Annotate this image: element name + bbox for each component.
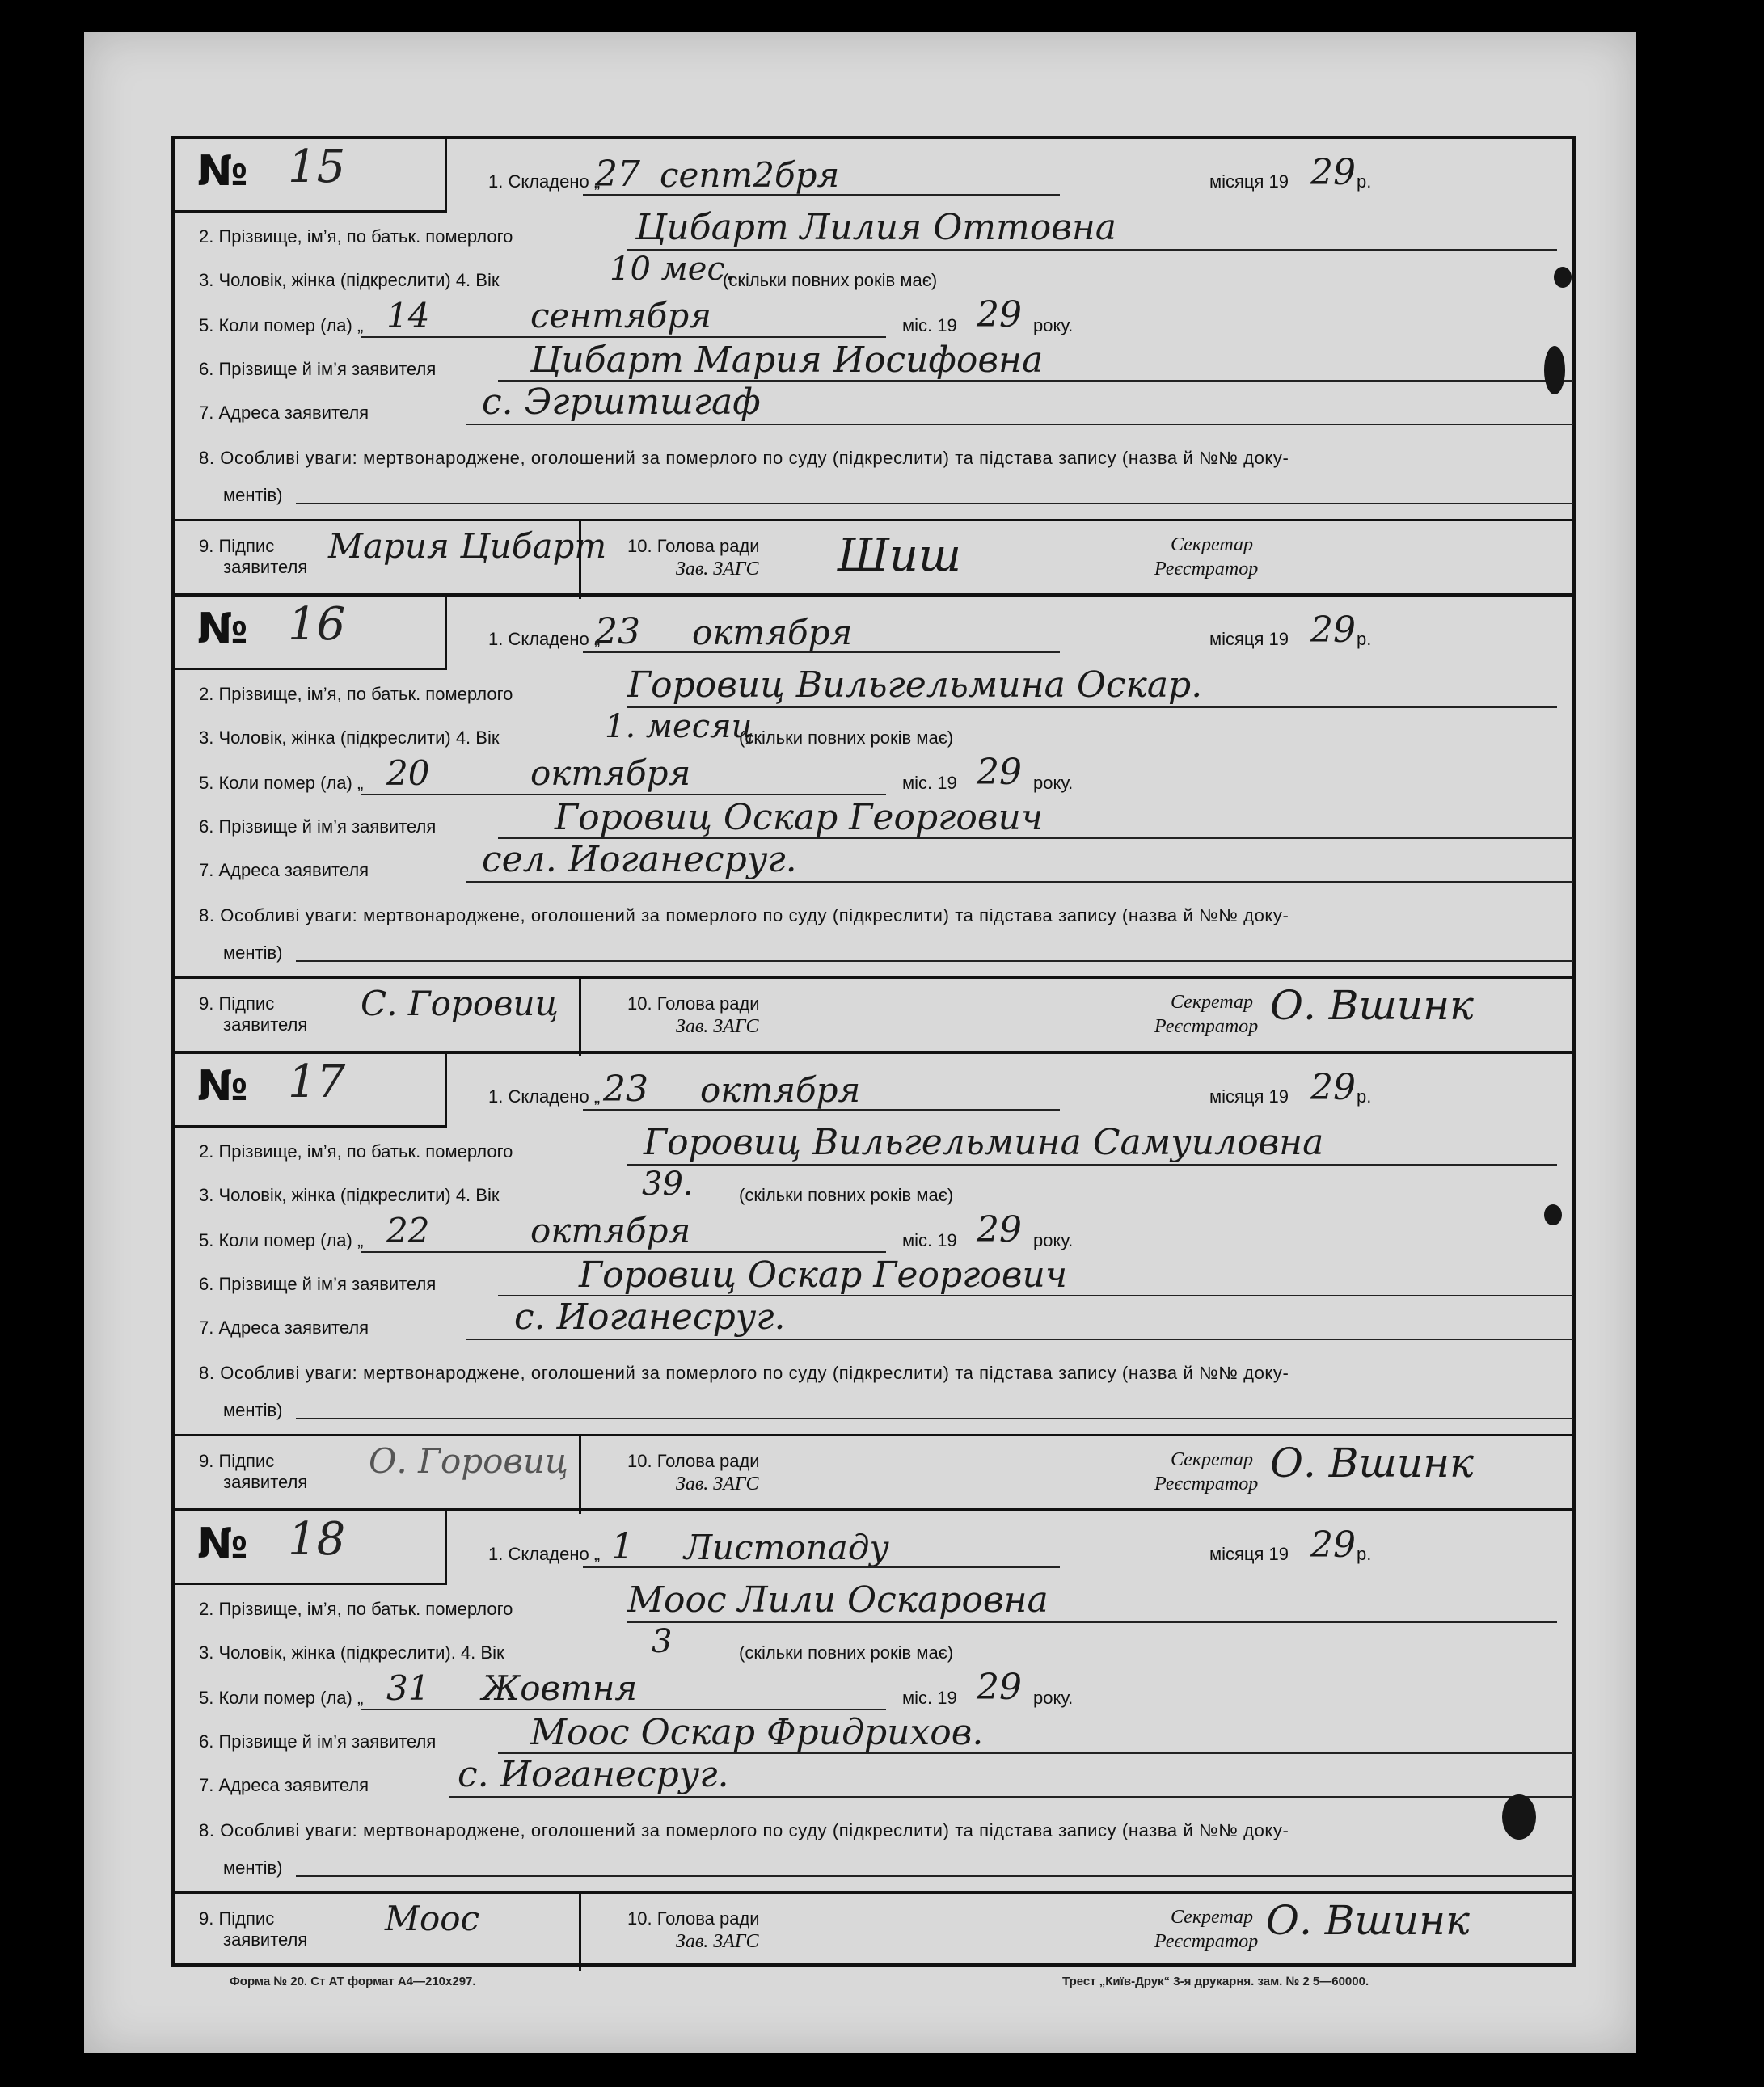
secretary-signature: О. Вшинк — [1266, 1897, 1470, 1944]
rule — [296, 960, 1573, 962]
deceased-name-label: 2. Прізвище, ім’я, по батьк. померлого — [199, 1141, 513, 1162]
mis-label: міс. 19 — [902, 315, 957, 335]
divider — [579, 521, 581, 599]
rule — [466, 1339, 1573, 1340]
applicant-address: сел. Иоганесруг. — [482, 839, 797, 880]
age-suffix: (скільки повних років має) — [723, 270, 938, 290]
secretary-signature: О. Вшинк — [1270, 982, 1474, 1029]
death-month: сентября — [530, 296, 712, 335]
applicant-sign-label-1: 9. Підпис — [199, 1451, 275, 1471]
record-2 — [175, 597, 1572, 1054]
compiled-label: 1. Складено „ — [488, 629, 601, 649]
address-label: 7. Адреса заявителя — [199, 1775, 369, 1795]
notes-label: 8. Особливі уваги: мертвонароджене, оголошений за померлого по суду (підкреслити) та підстава запису (назва й №№ доку- — [199, 905, 1289, 925]
applicant-address: с. Эгрштшгаф — [482, 382, 761, 423]
year-suffix: р. — [1357, 171, 1372, 192]
notes-end-label: ментів) — [223, 942, 283, 963]
head-label-2: Зав. ЗАГС — [676, 1474, 759, 1495]
applicant-sign-label-1: 9. Підпис — [199, 1908, 275, 1929]
applicant-sign-label-2: заявителя — [223, 1472, 308, 1492]
head-label-1: 10. Голова ради — [627, 993, 760, 1014]
age: 10 мес. — [610, 251, 736, 288]
applicant-signature: Мария Цибарт — [328, 526, 607, 566]
death-month: Жовтня — [482, 1668, 638, 1708]
roku-label: року. — [1033, 773, 1074, 793]
secretary-label-1: Секретар — [1171, 1449, 1254, 1470]
deceased-name: Горовиц Вильгельмина Оскар. — [627, 664, 1203, 706]
compiled-month: Листопаду — [684, 1528, 889, 1567]
died-label: 5. Коли помер (ла) „ — [199, 1688, 364, 1708]
mis-label: міс. 19 — [902, 773, 957, 793]
deceased-name-label: 2. Прізвище, ім’я, по батьк. померлого — [199, 684, 513, 704]
secretary-label-2: Реєстратор — [1154, 1931, 1259, 1952]
record-1 — [175, 139, 1572, 597]
sex-age-label: 3. Чоловік, жінка (підкреслити). 4. Вік — [199, 1642, 504, 1663]
notes-label: 8. Особливі уваги: мертвонароджене, оголошений за померлого по суду (підкреслити) та підстава запису (назва й №№ доку- — [199, 1363, 1289, 1383]
compiled-month: октября — [700, 1070, 861, 1110]
record-number-box — [175, 139, 447, 213]
death-register-form — [171, 136, 1576, 1967]
applicant-signature: С. Горовиц — [361, 984, 559, 1023]
applicant-label: 6. Прізвище й ім’я заявителя — [199, 1274, 437, 1294]
month-label: місяця 19 — [1209, 171, 1289, 192]
sex-age-label: 3. Чоловік, жінка (підкреслити) 4. Вік — [199, 727, 500, 748]
deceased-name: Цибарт Лилия Оттовна — [635, 207, 1117, 248]
head-label-1: 10. Голова ради — [627, 1908, 760, 1929]
head-label-2: Зав. ЗАГС — [676, 1931, 759, 1952]
secretary-label-2: Реєстратор — [1154, 1016, 1259, 1037]
rule — [627, 1164, 1557, 1166]
rule — [466, 424, 1573, 425]
address-label: 7. Адреса заявителя — [199, 1318, 369, 1338]
compiled-day: 27 — [595, 154, 640, 195]
notes-label: 8. Особливі уваги: мертвонароджене, оголошений за померлого по суду (підкреслити) та підстава запису (назва й №№ доку- — [199, 1820, 1289, 1840]
compiled-label: 1. Складено „ — [488, 1544, 601, 1564]
applicant-label: 6. Прізвище й ім’я заявителя — [199, 816, 437, 837]
record-3 — [175, 1054, 1572, 1511]
record-number-box — [175, 597, 447, 670]
applicant-label: 6. Прізвище й ім’я заявителя — [199, 1731, 437, 1752]
roku-label: року. — [1033, 315, 1074, 335]
year-suffix: р. — [1357, 1086, 1372, 1107]
signature-row — [175, 1434, 1572, 1514]
record-number-box — [175, 1054, 447, 1128]
compiled-month: септ2бря — [660, 155, 840, 195]
death-day: 22 — [386, 1211, 430, 1250]
divider — [579, 1436, 581, 1514]
applicant-name: Горовиц Оскар Георгович — [555, 797, 1044, 838]
death-year: 29 — [977, 752, 1022, 793]
rule — [627, 249, 1557, 251]
rule — [466, 881, 1573, 883]
deceased-name-label: 2. Прізвище, ім’я, по батьк. померлого — [199, 226, 513, 247]
rule — [627, 1621, 1557, 1623]
applicant-name: Горовиц Оскар Георгович — [579, 1254, 1068, 1296]
month-label: місяця 19 — [1209, 1544, 1289, 1564]
applicant-name: Моос Оскар Фридрихов. — [530, 1712, 984, 1753]
rule — [627, 706, 1557, 708]
record-4 — [175, 1511, 1572, 1969]
compiled-day: 23 — [603, 1069, 648, 1110]
applicant-address: с. Иоганесруг. — [458, 1754, 729, 1795]
applicant-sign-label-1: 9. Підпис — [199, 993, 275, 1014]
footer-form-number: Форма № 20. Ст АТ формат А4—210х297. — [230, 1975, 476, 1988]
rule — [296, 503, 1573, 504]
head-label-1: 10. Голова ради — [627, 1451, 760, 1471]
rule — [296, 1875, 1573, 1877]
address-label: 7. Адреса заявителя — [199, 860, 369, 880]
rule — [583, 651, 1060, 653]
sex-age-label: 3. Чоловік, жінка (підкреслити) 4. Вік — [199, 270, 500, 290]
roku-label: року. — [1033, 1688, 1074, 1708]
secretary-label-1: Секретар — [1171, 534, 1254, 555]
applicant-sign-label-2: заявителя — [223, 1929, 308, 1950]
record-number: 17 — [288, 1056, 346, 1108]
signature-row — [175, 976, 1572, 1056]
death-year: 29 — [977, 1209, 1022, 1250]
ink-blot — [1544, 346, 1565, 394]
age-suffix: (скільки повних років має) — [739, 1185, 954, 1205]
roku-label: року. — [1033, 1230, 1074, 1250]
applicant-sign-label-1: 9. Підпис — [199, 536, 275, 556]
number-sign: № — [197, 1062, 247, 1111]
document-page — [84, 32, 1636, 2053]
compiled-year: 29 — [1310, 609, 1356, 651]
death-month: октября — [530, 753, 691, 793]
rule — [361, 794, 886, 795]
age-suffix: (скільки повних років має) — [739, 1642, 954, 1663]
compiled-label: 1. Складено „ — [488, 1086, 601, 1107]
applicant-address: с. Иоганесруг. — [514, 1296, 786, 1338]
divider — [579, 1894, 581, 1971]
compiled-year: 29 — [1310, 1067, 1356, 1108]
deceased-name: Моос Лили Оскаровна — [627, 1579, 1049, 1621]
record-number: 15 — [288, 141, 346, 193]
secretary-label-1: Секретар — [1171, 992, 1254, 1013]
rule — [361, 336, 886, 338]
compiled-year: 29 — [1310, 152, 1356, 193]
death-year: 29 — [977, 294, 1022, 335]
age: 1. месяц — [605, 708, 754, 745]
applicant-sign-label-2: заявителя — [223, 1014, 308, 1035]
compiled-year: 29 — [1310, 1524, 1356, 1566]
record-number: 16 — [288, 598, 346, 651]
rule — [583, 194, 1060, 196]
age: 3 — [652, 1623, 673, 1660]
ink-blot — [1554, 267, 1572, 288]
record-number-box — [175, 1511, 447, 1585]
died-label: 5. Коли помер (ла) „ — [199, 315, 364, 335]
death-day: 31 — [386, 1668, 430, 1708]
death-day: 20 — [386, 753, 430, 793]
death-day: 14 — [386, 296, 430, 335]
ink-blot — [1502, 1794, 1536, 1840]
head-signature: Шиш — [838, 529, 962, 582]
death-month: октября — [530, 1211, 691, 1250]
sex-age-label: 3. Чоловік, жінка (підкреслити) 4. Вік — [199, 1185, 500, 1205]
record-number: 18 — [288, 1513, 346, 1566]
notes-label: 8. Особливі уваги: мертвонароджене, оголошений за померлого по суду (підкреслити) та підстава запису (назва й №№ доку- — [199, 448, 1289, 468]
number-sign: № — [197, 147, 247, 196]
number-sign: № — [197, 605, 247, 653]
rule — [583, 1109, 1060, 1111]
ink-blot — [1544, 1204, 1562, 1225]
number-sign: № — [197, 1520, 247, 1568]
mis-label: міс. 19 — [902, 1230, 957, 1250]
mis-label: міс. 19 — [902, 1688, 957, 1708]
rule — [361, 1709, 886, 1710]
death-year: 29 — [977, 1667, 1022, 1708]
secretary-label-2: Реєстратор — [1154, 1474, 1259, 1495]
deceased-name: Горовиц Вильгельмина Самуиловна — [644, 1122, 1324, 1163]
deceased-name-label: 2. Прізвище, ім’я, по батьк. померлого — [199, 1599, 513, 1619]
died-label: 5. Коли помер (ла) „ — [199, 1230, 364, 1250]
died-label: 5. Коли помер (ла) „ — [199, 773, 364, 793]
year-suffix: р. — [1357, 629, 1372, 649]
applicant-label: 6. Прізвище й ім’я заявителя — [199, 359, 437, 379]
compiled-month: октября — [692, 613, 853, 652]
divider — [579, 979, 581, 1056]
notes-end-label: ментів) — [223, 1400, 283, 1420]
age: 39. — [642, 1166, 694, 1203]
applicant-signature: О. Горовиц — [369, 1441, 569, 1481]
applicant-sign-label-2: заявителя — [223, 557, 308, 577]
month-label: місяця 19 — [1209, 1086, 1289, 1107]
signature-row — [175, 519, 1572, 599]
signature-row — [175, 1891, 1572, 1971]
age-suffix: (скільки повних років має) — [739, 727, 954, 748]
compiled-day: 1 — [611, 1526, 634, 1567]
compiled-label: 1. Складено „ — [488, 171, 601, 192]
rule — [449, 1796, 1573, 1798]
address-label: 7. Адреса заявителя — [199, 403, 369, 423]
head-label-1: 10. Голова ради — [627, 536, 760, 556]
month-label: місяця 19 — [1209, 629, 1289, 649]
secretary-signature: О. Вшинк — [1270, 1440, 1474, 1486]
applicant-name: Цибарт Мария Иосифовна — [530, 339, 1044, 381]
notes-end-label: ментів) — [223, 1857, 283, 1878]
rule — [361, 1251, 886, 1253]
rule — [583, 1566, 1060, 1568]
secretary-label-2: Реєстратор — [1154, 559, 1259, 580]
year-suffix: р. — [1357, 1544, 1372, 1564]
notes-end-label: ментів) — [223, 485, 283, 505]
footer-printer: Трест „Київ-Друк“ 3-я друкарня. зам. № 2 5—60000. — [1062, 1975, 1369, 1988]
compiled-day: 23 — [595, 611, 640, 652]
head-label-2: Зав. ЗАГС — [676, 1016, 759, 1037]
head-label-2: Зав. ЗАГС — [676, 559, 759, 580]
secretary-label-1: Секретар — [1171, 1907, 1254, 1928]
applicant-signature: Моос — [385, 1899, 480, 1938]
rule — [296, 1418, 1573, 1419]
